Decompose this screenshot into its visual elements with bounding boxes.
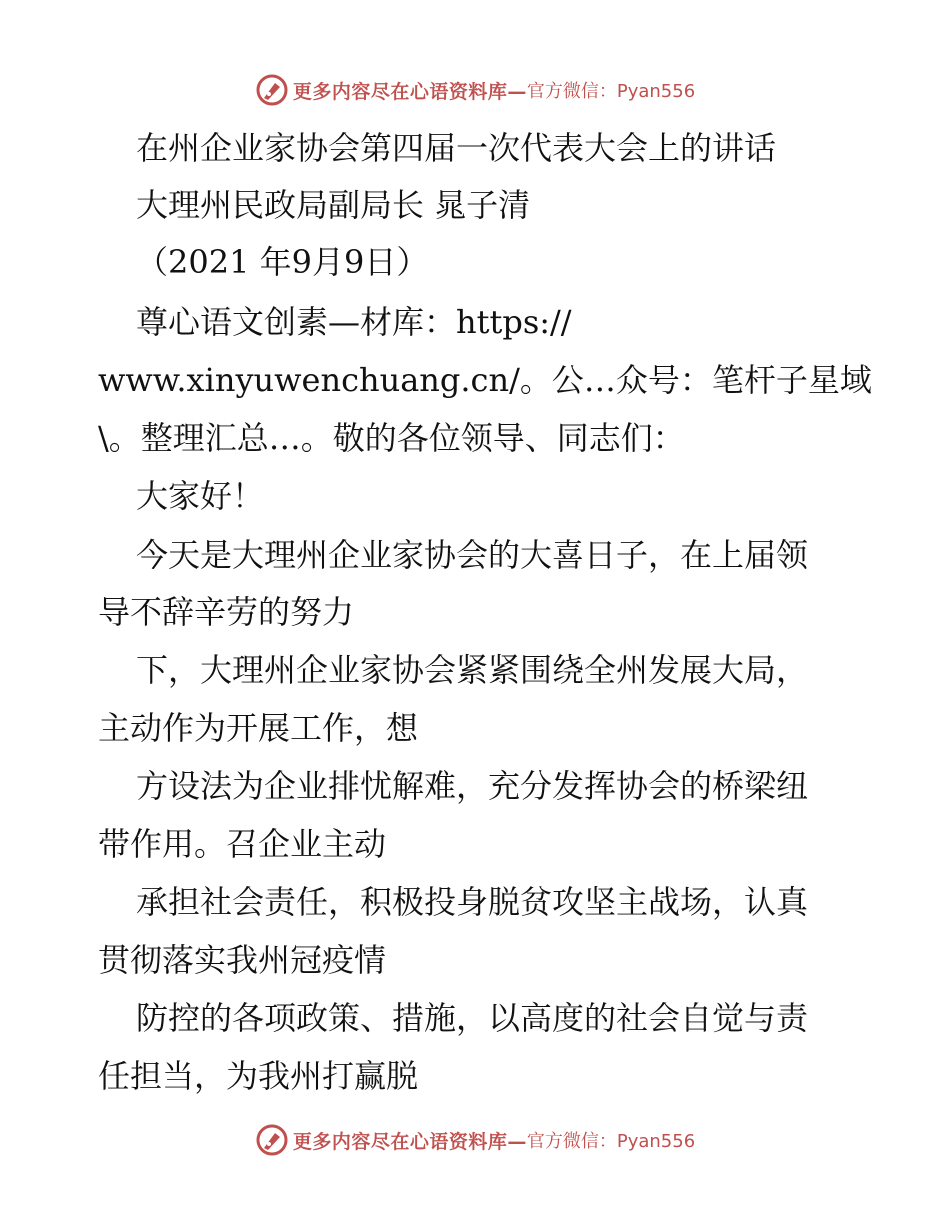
paragraph-line: 大家好！ — [136, 477, 265, 515]
header-banner — [0, 70, 950, 110]
paragraph-line: 承担社会责任，积极投身脱贫攻坚主战场，认真 — [136, 883, 809, 921]
paragraph-line: 主动作为开展工作，想 — [98, 709, 419, 747]
header-banner-contact: 官方微信：Pyan556 — [526, 81, 696, 102]
document-title: 在州企业家协会第四届一次代表大会上的讲话 — [136, 129, 777, 167]
document-date: （2021 年9月9日） — [136, 243, 429, 281]
paragraph-line: \。整理汇总…。敬的各位领导、同志们： — [98, 419, 685, 457]
paragraph-line: 尊心语文创素—材库：https:// — [136, 303, 572, 341]
paragraph-line: www.xinyuwenchuang.cn/。公…众号：笔杆子星域 — [98, 361, 872, 399]
paragraph-line: 导不辞辛劳的努力 — [98, 593, 355, 631]
paragraph-line: 带作用。召企业主动 — [98, 825, 387, 863]
paragraph-line: 贯彻落实我州冠疫情 — [98, 941, 387, 979]
footer-banner-text: 更多内容尽在心语资料库— — [292, 1130, 527, 1153]
paragraph-line: 下，大理州企业家协会紧紧围绕全州发展大局， — [136, 651, 809, 689]
paragraph-line: 方设法为企业排忧解难，充分发挥协会的桥梁纽 — [136, 767, 809, 805]
paragraph-line: 防控的各项政策、措施，以高度的社会自觉与责 — [136, 999, 809, 1037]
footer-banner-contact: 官方微信：Pyan556 — [526, 1131, 696, 1152]
paragraph-line: 任担当，为我州打赢脱 — [98, 1057, 419, 1095]
header-banner-text: 更多内容尽在心语资料库— — [292, 80, 527, 103]
footer-banner — [0, 1120, 950, 1160]
document-author: 大理州民政局副局长 晁子清 — [136, 186, 531, 224]
pen-nib-logo-icon — [255, 73, 289, 107]
paragraph-line: 今天是大理州企业家协会的大喜日子，在上届领 — [136, 536, 809, 574]
pen-nib-logo-icon — [255, 1123, 289, 1157]
